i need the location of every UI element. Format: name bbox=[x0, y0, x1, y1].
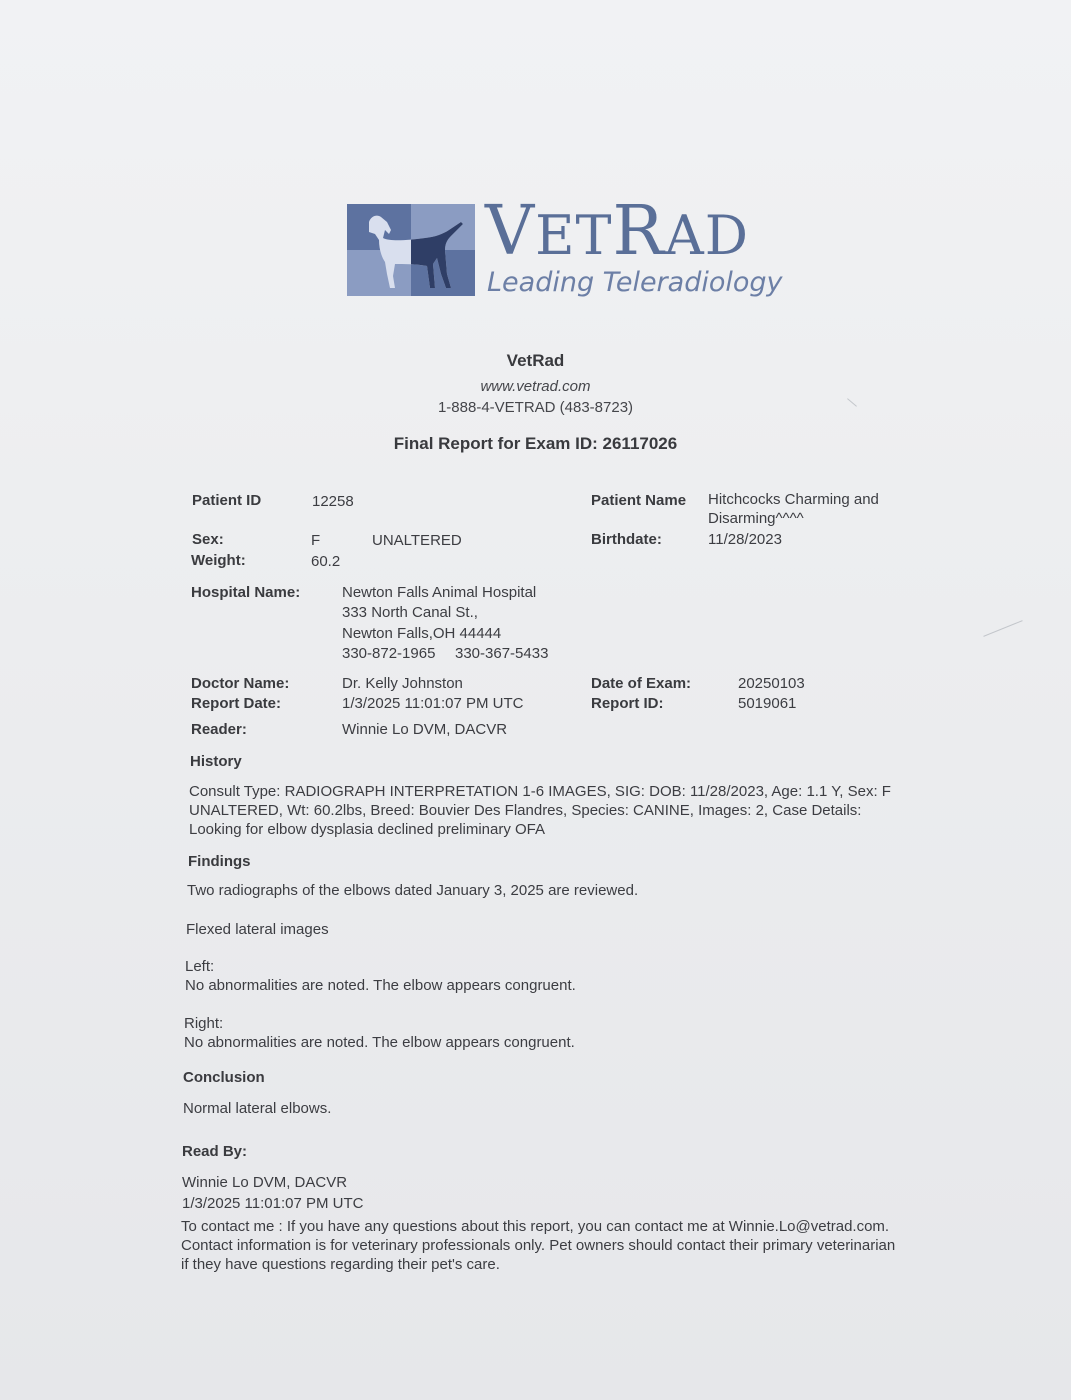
pointer-dog-icon bbox=[347, 204, 475, 296]
birthdate-label: Birthdate: bbox=[591, 531, 662, 548]
company-name: VetRad bbox=[506, 351, 565, 370]
hospital-name: Newton Falls Animal Hospital bbox=[342, 584, 537, 601]
company-phone: 1-888-4-VETRAD (483-8723) bbox=[437, 399, 634, 416]
reader-label: Reader: bbox=[191, 721, 247, 738]
conclusion-text: Normal lateral elbows. bbox=[183, 1100, 332, 1117]
hospital-address2: Newton Falls,OH 44444 bbox=[342, 625, 502, 642]
contact-line: Contact information is for veterinary professionals only. Pet owners should contact their primary veterinarian bbox=[181, 1237, 896, 1254]
logo-tagline: Leading Teleradiology bbox=[487, 267, 783, 298]
paper-mark bbox=[983, 620, 1022, 637]
contact-note bbox=[181, 1217, 895, 1274]
findings-left-label: Left: bbox=[185, 958, 215, 975]
logo-wordmark: VETRAD bbox=[485, 192, 750, 271]
patient-id-value: 12258 bbox=[312, 493, 354, 510]
birthdate-value: 11/28/2023 bbox=[708, 531, 782, 548]
findings-right-label: Right: bbox=[184, 1015, 224, 1032]
hospital-label: Hospital Name: bbox=[191, 584, 301, 601]
sex-label: Sex: bbox=[192, 531, 224, 548]
findings-left-text: No abnormalities are noted. The elbow appears congruent. bbox=[185, 977, 576, 994]
report-title: Final Report for Exam ID: 26117026 bbox=[393, 434, 678, 453]
weight-value: 60.2 bbox=[311, 553, 341, 570]
sex-value: F bbox=[311, 532, 321, 549]
findings-right-text: No abnormalities are noted. The elbow appears congruent. bbox=[184, 1034, 575, 1051]
read-by-datetime: 1/3/2025 11:01:07 PM UTC bbox=[182, 1195, 364, 1212]
history-line: UNALTERED, Wt: 60.2lbs, Breed: Bouvier Des Flandres, Species: CANINE, Images: 2, Case Details: bbox=[189, 802, 862, 819]
hospital-phone2: 330-367-5433 bbox=[455, 645, 549, 662]
exam-date-value: 20250103 bbox=[738, 675, 805, 692]
company-website: www.vetrad.com bbox=[480, 378, 591, 395]
conclusion-heading: Conclusion bbox=[183, 1069, 265, 1086]
contact-line: To contact me : If you have any questions about this report, you can contact me at Winnie.Lo@vetrad.com. bbox=[181, 1218, 890, 1235]
doctor-value: Dr. Kelly Johnston bbox=[342, 675, 463, 692]
reader-value: Winnie Lo DVM, DACVR bbox=[342, 721, 508, 738]
patient-name-line1: Hitchcocks Charming and bbox=[708, 491, 879, 508]
hospital-phone1: 330-872-1965 bbox=[342, 645, 436, 662]
findings-heading: Findings bbox=[188, 853, 251, 870]
doctor-label: Doctor Name: bbox=[191, 675, 290, 692]
history-text bbox=[189, 782, 891, 839]
contact-line: if they have questions regarding their pet's care. bbox=[181, 1256, 500, 1273]
report-date-value: 1/3/2025 11:01:07 PM UTC bbox=[342, 695, 524, 712]
report-date-label: Report Date: bbox=[191, 695, 282, 712]
history-line: Looking for elbow dysplasia declined preliminary OFA bbox=[189, 821, 546, 838]
weight-label: Weight: bbox=[191, 552, 246, 569]
exam-date-label: Date of Exam: bbox=[591, 675, 692, 692]
history-line: Consult Type: RADIOGRAPH INTERPRETATION 1-6 IMAGES, SIG: DOB: 11/28/2023, Age: 1.1 Y, Sex: F bbox=[189, 783, 891, 800]
hospital-address1: 333 North Canal St., bbox=[342, 604, 478, 621]
report-id-label: Report ID: bbox=[591, 695, 664, 712]
patient-id-label: Patient ID bbox=[192, 492, 262, 509]
report-id-value: 5019061 bbox=[738, 695, 797, 712]
findings-intro: Two radiographs of the elbows dated January 3, 2025 are reviewed. bbox=[187, 882, 639, 899]
read-by-heading: Read By: bbox=[182, 1143, 248, 1160]
findings-view: Flexed lateral images bbox=[186, 921, 329, 938]
read-by-name: Winnie Lo DVM, DACVR bbox=[182, 1174, 348, 1191]
history-heading: History bbox=[190, 753, 242, 770]
patient-name-line2: Disarming^^^^ bbox=[708, 510, 804, 527]
vetrad-logo bbox=[347, 192, 817, 304]
patient-name-label: Patient Name bbox=[591, 492, 687, 509]
sex-status: UNALTERED bbox=[372, 532, 462, 549]
